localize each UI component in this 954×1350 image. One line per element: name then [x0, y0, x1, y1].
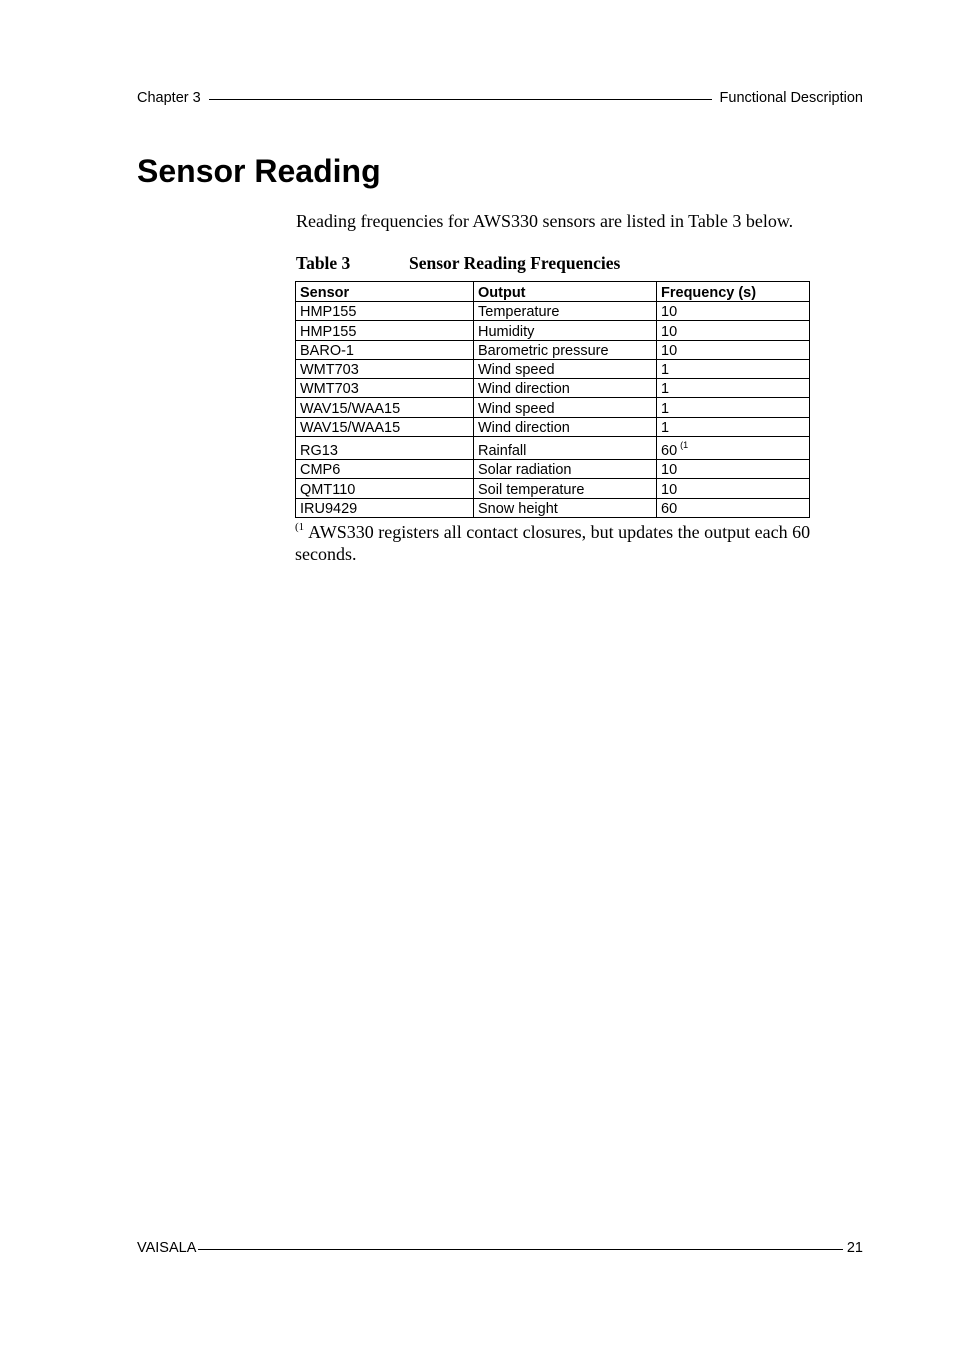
frequency-cell: 1 — [657, 417, 810, 436]
sensor-cell: WMT703 — [296, 379, 474, 398]
output-cell: Solar radiation — [474, 460, 657, 479]
frequency-cell: 10 — [657, 321, 810, 340]
table-header-row — [296, 282, 810, 302]
table-row — [296, 359, 810, 378]
section-title: Sensor Reading — [137, 153, 381, 189]
sensor-cell: HMP155 — [296, 321, 474, 340]
output-cell: Temperature — [474, 302, 657, 321]
frequency-cell: 10 — [657, 302, 810, 321]
chapter-label: Chapter 3 — [137, 90, 201, 106]
table-number: Table 3 — [296, 253, 351, 273]
sensor-frequency-table — [295, 281, 810, 518]
sensor-cell: IRU9429 — [296, 498, 474, 517]
output-cell: Wind speed — [474, 359, 657, 378]
output-cell: Rainfall — [474, 437, 657, 460]
table-row — [296, 398, 810, 417]
header-rule — [209, 99, 712, 100]
output-cell: Barometric pressure — [474, 340, 657, 359]
output-cell: Wind direction — [474, 379, 657, 398]
column-header-frequency: Frequency (s) — [657, 282, 810, 302]
frequency-cell: 1 — [657, 359, 810, 378]
table-caption — [296, 253, 620, 274]
intro-paragraph: Reading frequencies for AWS330 sensors are listed in Table 3 below. — [296, 211, 794, 231]
sensor-cell: QMT110 — [296, 479, 474, 498]
footnote-mark: (1 — [295, 521, 305, 533]
table-row — [296, 302, 810, 321]
frequency-cell: 10 — [657, 340, 810, 359]
output-cell: Wind direction — [474, 417, 657, 436]
footnote-text: AWS330 registers all contact closures, but updates the output each 60 seconds. — [295, 522, 811, 564]
frequency-value: 60 — [661, 443, 678, 460]
frequency-cell: 10 — [657, 479, 810, 498]
table-caption-text: Sensor Reading Frequencies — [409, 253, 621, 273]
sensor-cell: BARO-1 — [296, 340, 474, 359]
frequency-cell: 10 — [657, 460, 810, 479]
output-cell: Snow height — [474, 498, 657, 517]
brand-label: VAISALA — [137, 1240, 197, 1256]
table-row — [296, 417, 810, 436]
table-row — [296, 379, 810, 398]
table-row — [296, 437, 810, 460]
sensor-cell: WMT703 — [296, 359, 474, 378]
output-cell: Soil temperature — [474, 479, 657, 498]
output-cell: Humidity — [474, 321, 657, 340]
table-footnote — [295, 516, 835, 565]
column-header-sensor: Sensor — [296, 282, 474, 302]
table-row — [296, 340, 810, 359]
frequency-cell: 60 — [657, 498, 810, 517]
frequency-cell: 1 — [657, 398, 810, 417]
table-row — [296, 498, 810, 517]
output-cell: Wind speed — [474, 398, 657, 417]
sensor-cell: WAV15/WAA15 — [296, 417, 474, 436]
table-row — [296, 479, 810, 498]
page-header — [137, 90, 863, 106]
frequency-cell: 1 — [657, 379, 810, 398]
sensor-cell: CMP6 — [296, 460, 474, 479]
page-footer — [137, 1240, 863, 1256]
column-header-output: Output — [474, 282, 657, 302]
sensor-cell: WAV15/WAA15 — [296, 398, 474, 417]
page-number: 21 — [846, 1240, 863, 1256]
section-label: Functional Description — [719, 90, 863, 106]
frequency-cell — [657, 437, 810, 460]
sensor-cell: RG13 — [296, 437, 474, 460]
footer-rule — [198, 1249, 842, 1250]
table-row — [296, 321, 810, 340]
table-row — [296, 460, 810, 479]
footnote-reference: (1 — [680, 440, 689, 451]
sensor-cell: HMP155 — [296, 302, 474, 321]
